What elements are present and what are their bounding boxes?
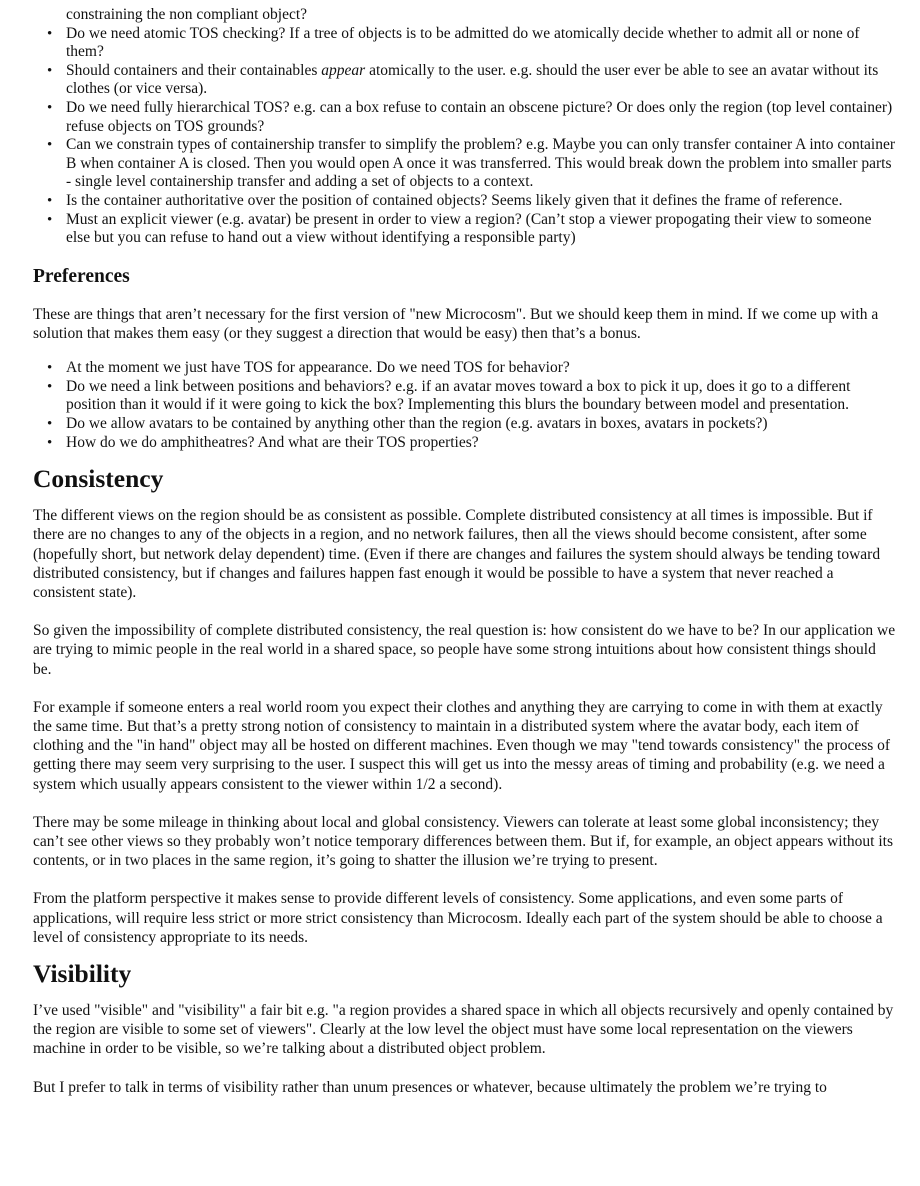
bullet-icon: • <box>47 378 53 395</box>
visibility-paragraph: I’ve used "visible" and "visibility" a fair bit e.g. "a region provides a shared space in which all objects recursively and openly contained by the region are visible to some set of viewers". Clearly at the low level the object must have some local representation on the viewers machine in order to be visible, so we’re talking about a distributed object problem. <box>33 1001 894 1058</box>
list-item: • Do we need atomic TOS checking? If a tree of objects is to be admitted do we atomically decide whether to admit all or none of them? <box>47 24 860 61</box>
bullet-icon: • <box>47 62 53 79</box>
visibility-paragraph: But I prefer to talk in terms of visibility rather than unum presences or whatever, because ultimately the problem we’re trying to <box>33 1078 827 1096</box>
bullet-icon: • <box>47 137 53 154</box>
tos-questions-list <box>33 6 896 248</box>
bullet-icon: • <box>47 415 53 432</box>
bullet-icon: • <box>47 360 53 377</box>
list-item: • At the moment we just have TOS for appearance. Do we need TOS for behavior? <box>47 359 570 377</box>
consistency-paragraph: So given the impossibility of complete distributed consistency, the real question is: how consistent do we have to be? In our application we are trying to mimic people in the real world in a shared space, so people have some strong intuitions about how consistent things should be. <box>33 622 896 678</box>
list-item: • Do we need a link between positions and behaviors? e.g. if an avatar moves toward a box to pick it up, does it go to a different position than it would if it were going to kick the box? Implementing this blurs the boundary between model and presentation. <box>47 377 851 414</box>
preferences-intro: These are things that aren’t necessary for the first version of "new Microcosm". But we should keep them in mind. If we come up with a solution that makes them easy (or they suggest a direction that would be easy) then that’s a bonus. <box>33 305 879 342</box>
list-item: • Do we allow avatars to be contained by anything other than the region (e.g. avatars in boxes, avatars in pockets?) <box>47 414 768 432</box>
bullet-icon: • <box>47 434 53 451</box>
list-item: • Can we constrain types of containership transfer to simplify the problem? e.g. Maybe you can only transfer container A into container B when container A is closed. Then you would open A once it was transferred. This would break down the problem into smaller parts - single level containership transfer and adding a set of objects to a context. <box>47 136 896 191</box>
list-item: • Should containers and their containables appear atomically to the user. e.g. should the user ever be able to see an avatar without its clothes (or vice versa). <box>47 61 879 98</box>
section-heading-preferences: Preferences <box>33 265 130 287</box>
emphasis: appear <box>321 61 366 79</box>
consistency-paragraph: From the platform perspective it makes sense to provide different levels of consistency. Some applications, and even some parts of applications, will require less strict or more strict consistency than Microcosm. Ideally each part of the system should be able to choose a level of consistency appropriate to its needs. <box>33 890 883 946</box>
list-item-continuation: constraining the non compliant object? <box>66 6 308 23</box>
list-item: • How do we do amphitheatres? And what are their TOS properties? <box>47 433 479 451</box>
consistency-paragraph: The different views on the region should be as consistent as possible. Complete distributed consistency at all times is impossible. But if there are no changes to any of the objects in a region, and no network failures, then all the views should become consistent, after some (hopefully short, but network delay dependent) time. (Even if there are changes and failures the system should always be tending toward distributed consistency, but if changes and failures happen fast enough it would be possible to have a system that never reached a consistent state). <box>33 507 881 601</box>
bullet-icon: • <box>47 99 53 116</box>
list-item: • Must an explicit viewer (e.g. avatar) be present in order to view a region? (Can’t stop a viewer propogating their view to someone else but you can refuse to hand out a view without identifying a responsible party) <box>47 210 872 247</box>
consistency-paragraph: There may be some mileage in thinking about local and global consistency. Viewers can tolerate at least some global inconsistency; they can’t see other views so they probably won’t notice temporary differences between them. But if, for example, an object appears without its contents, or in two places in the same region, it’s going to shatter the illusion we’re trying to present. <box>33 813 893 870</box>
bullet-icon: • <box>47 211 53 228</box>
consistency-paragraph: For example if someone enters a real world room you expect their clothes and anything they are carrying to come in with them at exactly the same time. But that’s a pretty strong notion of consistency to maintain in a distributed system where the avatar body, each item of clothing and the "in hand" object may all be hosted on different machines. Even though we may "tend towards consistency" the process of getting there may seem very surprising to the user. I suspect this will get us into the messy areas of timing and probability (e.g. we need a system which usually appears consistent to the viewer within 1/2 a second). <box>33 698 891 793</box>
section-heading-consistency: Consistency <box>33 464 164 494</box>
preferences-list <box>33 359 896 452</box>
list-item: • Is the container authoritative over the position of contained objects? Seems likely given that it defines the frame of reference. <box>47 191 843 209</box>
bullet-icon: • <box>47 192 53 209</box>
section-heading-visibility: Visibility <box>33 958 132 988</box>
bullet-icon: • <box>47 25 53 42</box>
list-item: • Do we need fully hierarchical TOS? e.g. can a box refuse to contain an obscene picture? Or does only the region (top level container) refuse objects on TOS grounds? <box>47 98 893 135</box>
